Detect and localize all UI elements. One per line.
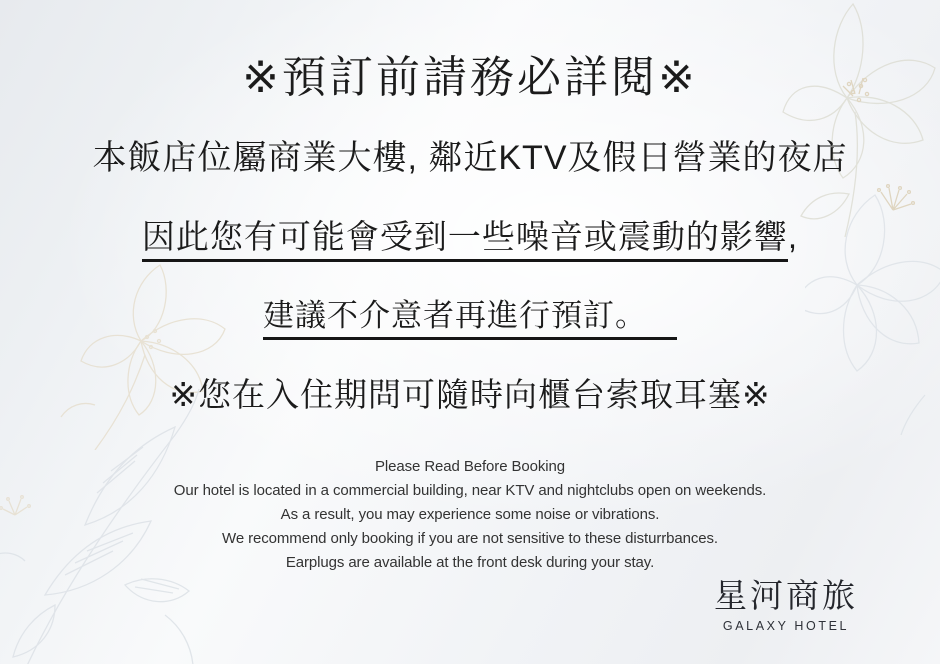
notice-line-recommend [0, 298, 940, 340]
hotel-name-english: GALAXY HOTEL [722, 619, 850, 634]
floral-left-center-icon [55, 245, 270, 450]
notice-line-noise-underlined: 因此您有可能會受到一些噪音或震動的影響 [142, 219, 788, 262]
notice-line-noise-comma: , [787, 218, 799, 255]
notice-line-building: 本飯店位屬商業大樓, 鄰近KTV及假日營業的夜店 [92, 139, 848, 177]
english-line-recommend: We recommend only booking if you are not sensitive to these disturrbances. [222, 530, 718, 547]
notice-line-noise [0, 218, 940, 262]
hotel-brand [714, 578, 858, 633]
english-line-noise: As a result, you may experience some noise or vibrations. [280, 506, 660, 523]
hotel-name-chinese: 星河商旅 [714, 577, 858, 614]
english-heading: Please Read Before Booking [374, 458, 566, 475]
notice-title: ※預訂前請務必詳閱※ [242, 53, 698, 102]
english-line-earplugs: Earplugs are available at the front desk during your stay. [285, 554, 655, 571]
english-notice [0, 455, 940, 575]
notice-line-earplugs: ※您在入住期問可隨時向櫃台索取耳塞※ [169, 376, 771, 413]
floral-top-right-icon [775, 0, 940, 237]
english-line-location: Our hotel is located in a commercial building, near KTV and nightclubs open on weekends. [173, 482, 767, 499]
notice-line-recommend-underlined: 建議不介意者再進行預訂。 [263, 299, 677, 340]
